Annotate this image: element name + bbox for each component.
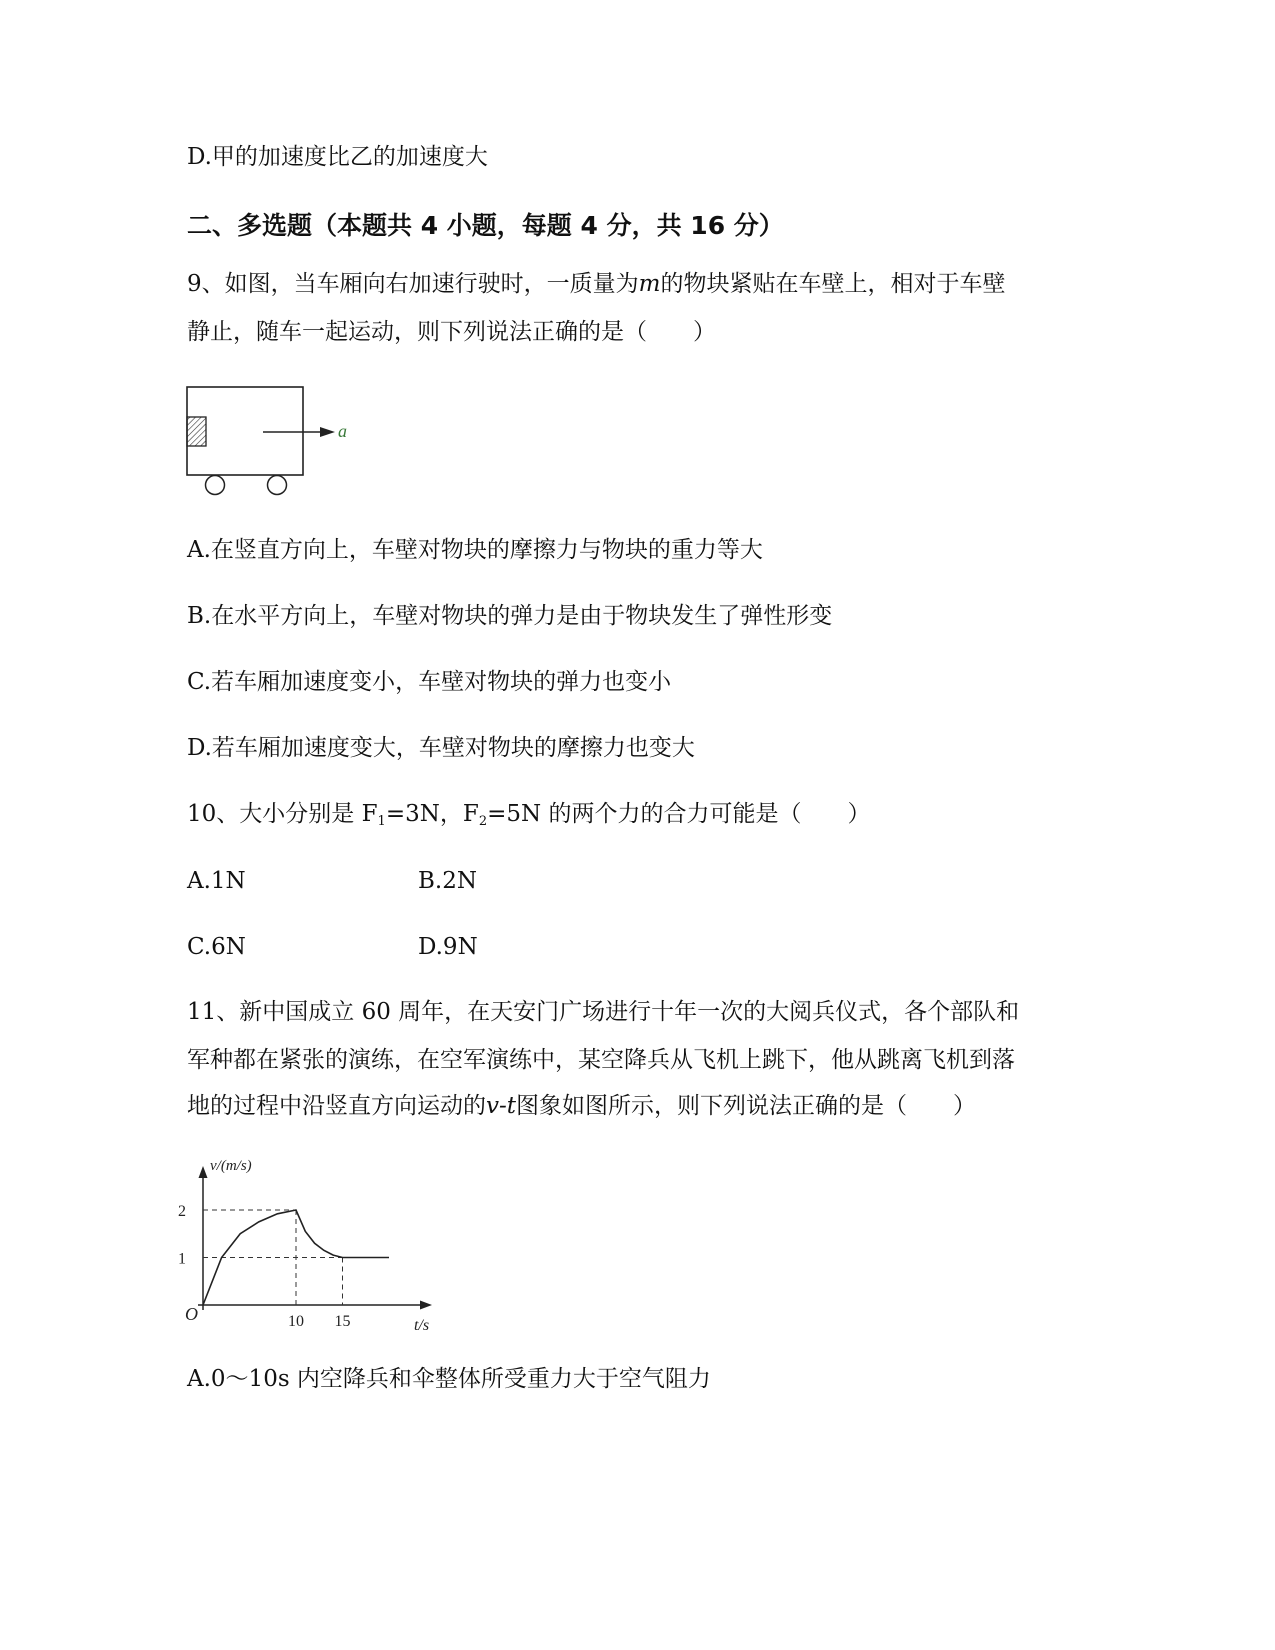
y-axis-arrowhead xyxy=(199,1166,208,1178)
q9-carriage-figure xyxy=(170,380,370,510)
q10-option-c: C.6N xyxy=(187,934,246,960)
q9-stem-line1 xyxy=(187,269,1005,299)
q9-option-a: A.在竖直方向上，车壁对物块的摩擦力与物块的重力等大 xyxy=(187,537,763,563)
q10-subscript-1: 1 xyxy=(377,814,386,829)
q10-stem xyxy=(187,799,870,837)
x-tick-label: 15 xyxy=(334,1313,351,1330)
acceleration-arrowhead xyxy=(320,427,335,437)
vt-series-line xyxy=(203,1210,389,1305)
q11-stem-part: 地的过程中沿竖直方向运动的 xyxy=(187,1093,486,1119)
q11-stem-part: 图象如图所示，则下列说法正确的是（ ） xyxy=(516,1093,977,1119)
q10-stem-part: =5N 的两个力的合力可能是（ ） xyxy=(487,801,871,827)
q11-vt-variable: v-t xyxy=(486,1093,517,1119)
x-tick-label: 10 xyxy=(288,1313,304,1330)
q10-option-b: B.2N xyxy=(418,868,477,894)
q10-stem-part: =3N，F xyxy=(385,801,479,827)
q9-option-d: D.若车厢加速度变大，车壁对物块的摩擦力也变大 xyxy=(187,735,695,761)
previous-option-d: D.甲的加速度比乙的加速度大 xyxy=(187,144,488,170)
q10-subscript-2: 2 xyxy=(478,814,488,829)
q11-stem-line2: 军种都在紧张的演练，在空军演练中，某空降兵从飞机上跳下，他从跳离飞机到落 xyxy=(187,1047,1015,1073)
y-tick-label: 2 xyxy=(178,1203,186,1220)
q11-stem-line1: 11、新中国成立 60 周年，在天安门广场进行十年一次的大阅兵仪式，各个部队和 xyxy=(187,999,1020,1025)
y-axis-label: v/(m/s) xyxy=(210,1158,252,1174)
wheel-left xyxy=(206,476,225,495)
q9-option-c: C.若车厢加速度变小，车壁对物块的弹力也变小 xyxy=(187,669,672,695)
q10-option-a: A.1N xyxy=(187,868,246,894)
q9-stem-line2: 静止，随车一起运动，则下列说法正确的是（ ） xyxy=(187,319,716,345)
q9-stem-part: 的物块紧贴在车壁上，相对于车壁 xyxy=(660,271,1006,297)
x-axis-label: t/s xyxy=(414,1317,430,1334)
q9-option-b: B.在水平方向上，车壁对物块的弹力是由于物块发生了弹性形变 xyxy=(187,603,833,629)
q9-stem-part: 9、如图，当车厢向右加速行驶时，一质量为 xyxy=(187,271,639,297)
x-axis-arrowhead xyxy=(420,1301,432,1310)
wheel-right xyxy=(268,476,287,495)
block-m xyxy=(187,417,206,446)
q9-mass-variable: m xyxy=(638,271,661,297)
q11-stem-line3 xyxy=(187,1091,976,1121)
q10-stem-part: 10、大小分别是 F xyxy=(187,801,378,827)
y-tick-label: 1 xyxy=(178,1250,186,1268)
section-heading: 二、多选题（本题共 4 小题，每题 4 分，共 16 分） xyxy=(187,211,784,240)
q11-option-a: A.0～10s 内空降兵和伞整体所受重力大于空气阻力 xyxy=(187,1366,711,1392)
origin-label: O xyxy=(185,1304,198,1324)
acceleration-label: a xyxy=(338,421,347,441)
q10-option-d: D.9N xyxy=(418,934,478,960)
